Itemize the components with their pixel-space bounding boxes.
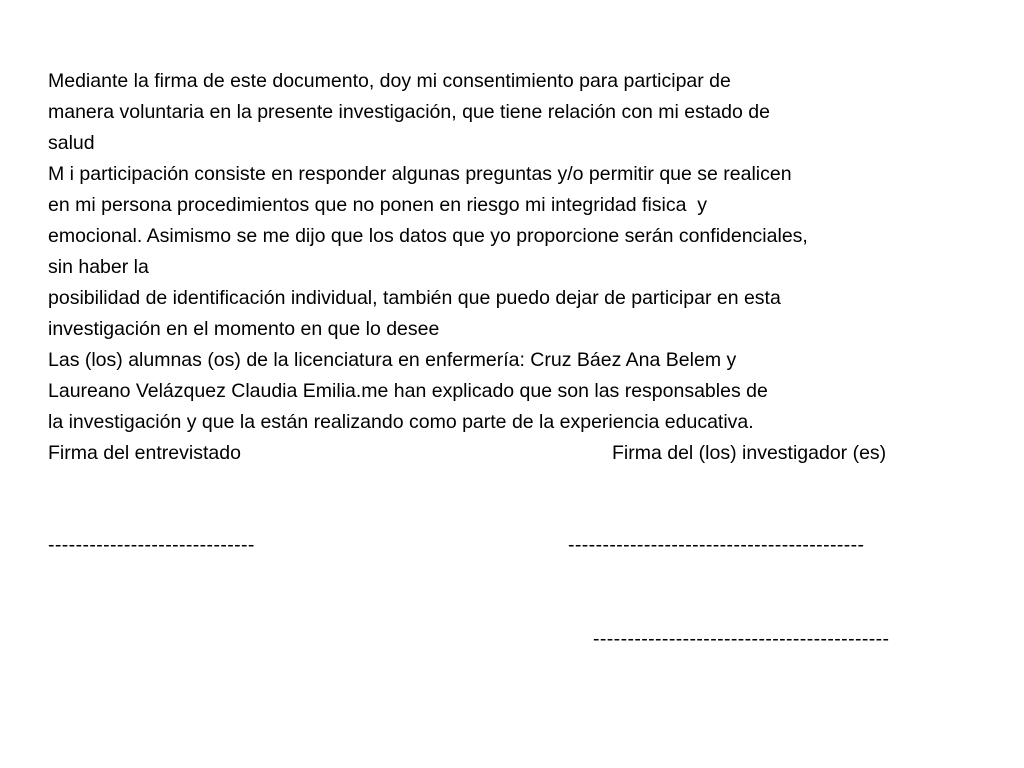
consent-text-line: M i participación consiste en responder algunas preguntas y/o permitir que se realicen [48,163,792,185]
interviewee-signature-label: Firma del entrevistado [48,442,241,464]
consent-text-line: Mediante la firma de este documento, doy mi consentimiento para participar de [48,70,731,92]
consent-text-line: Laureano Velázquez Claudia Emilia.me han explicado que son las responsables de [48,380,768,402]
consent-text-line: en mi persona procedimientos que no ponen en riesgo mi integridad fisica y [48,194,708,216]
investigator-signature-line-1: ------------------------------------------- [568,534,865,556]
consent-text-line: emocional. Asimismo se me dijo que los datos que yo proporcione serán confidenciales, [48,225,808,247]
consent-text-line: Las (los) alumnas (os) de la licenciatura en enfermería: Cruz Báez Ana Belem y [48,349,737,371]
consent-text-line: investigación en el momento en que lo desee [48,318,440,340]
consent-text-line: la investigación y que la están realizando como parte de la experiencia educativa. [48,411,754,433]
consent-text-line: manera voluntaria en la presente investigación, que tiene relación con mi estado de [48,101,770,123]
investigator-signature-line-2: ------------------------------------------- [593,628,890,650]
investigators-signature-label: Firma del (los) investigador (es) [612,442,887,464]
consent-text-line: posibilidad de identificación individual, también que puedo dejar de participar en esta [48,287,781,309]
interviewee-signature-line: ------------------------------ [48,534,255,556]
consent-text-line: sin haber la [48,256,149,278]
consent-text-line: salud [48,132,95,154]
